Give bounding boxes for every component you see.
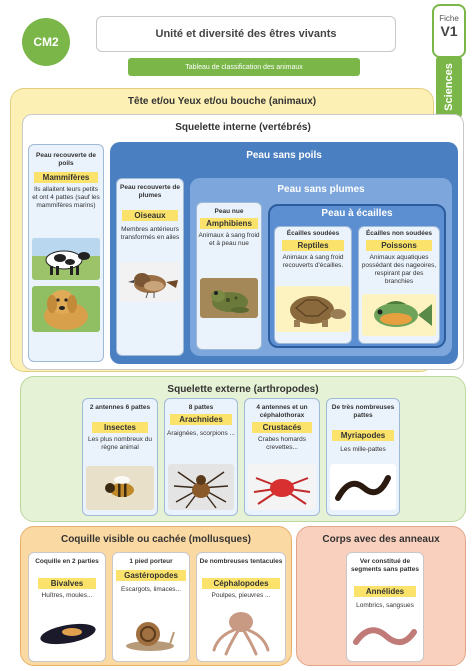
cephalopods-name: Céphalopodes xyxy=(202,578,280,589)
arachnids-condition: 8 pattes xyxy=(188,404,214,411)
vertebrates-title: Squelette interne (vertébrés) xyxy=(175,122,311,133)
group-no-hair-title: Peau sans poils xyxy=(246,150,322,161)
dog-image xyxy=(32,286,100,332)
arachnids-desc: Araignées, scorpions ... xyxy=(167,430,235,437)
fish-image xyxy=(362,294,436,336)
annelids-name: Annélides xyxy=(354,586,416,597)
fish-desc: Animaux aquatiques possédant des nageoires, respirant par des branchies xyxy=(361,254,437,286)
fiche-tag xyxy=(432,4,466,58)
group-no-feathers-title: Peau sans plumes xyxy=(277,184,365,195)
panel-animals-title: Tête et/ou Yeux et/ou bouche (animaux) xyxy=(127,96,317,107)
arthropods-title: Squelette externe (arthropodes) xyxy=(167,384,319,395)
subject-tab xyxy=(436,56,462,118)
molluscs-title: Coquille visible ou cachée (mollusques) xyxy=(60,534,252,545)
bivalves-name: Bivalves xyxy=(38,578,96,589)
amphibians-name: Amphibiens xyxy=(200,218,258,229)
millipede-image xyxy=(330,464,396,510)
subject-label: Sciences xyxy=(443,63,455,111)
insects-desc: Les plus nombreux du règne animal xyxy=(88,436,152,452)
cow-image xyxy=(32,238,100,280)
crustaceans-name: Crustacés xyxy=(252,422,312,433)
crab-image xyxy=(248,464,316,510)
frog-image xyxy=(200,278,258,318)
annelids-condition: Ver constitué de segments sans pattes xyxy=(351,558,419,574)
mussel-image xyxy=(32,610,102,656)
gastropods-condition: 1 pied porteur xyxy=(129,558,173,565)
level-badge: CM2 xyxy=(22,18,70,66)
reptiles-name: Reptiles xyxy=(282,240,344,251)
birds-name: Oiseaux xyxy=(122,210,178,221)
turtle-image xyxy=(276,286,350,332)
birds-condition: Peau recouverte de plumes xyxy=(120,184,180,200)
fiche-code: V1 xyxy=(440,23,458,39)
insects-name: Insectes xyxy=(92,422,148,433)
fish-condition: Écailles non soudées xyxy=(365,230,433,237)
page-title: Unité et diversité des êtres vivants xyxy=(96,16,396,52)
fish-name: Poissons xyxy=(366,240,432,251)
birds-desc: Membres antérieurs transformés en ailes xyxy=(120,226,180,242)
insects-condition: 2 antennes 6 pattes xyxy=(89,404,151,411)
myriapods-condition: De très nombreuses pattes xyxy=(331,404,395,420)
mammals-condition: Peau recouverte de poils xyxy=(36,152,96,168)
amphibians-desc: Animaux à sang froid et à peau nue xyxy=(198,232,260,248)
bivalves-condition: Coquille en 2 parties xyxy=(35,558,99,565)
bivalves-desc: Huîtres, moules... xyxy=(41,592,93,599)
annelids-desc: Lombrics, sangsues xyxy=(356,602,414,609)
cephalopods-condition: De nombreuses tentacules xyxy=(199,558,283,565)
spider-image xyxy=(168,464,234,510)
earthworm-image xyxy=(350,612,420,656)
fiche-label: Fiche xyxy=(439,14,459,23)
myriapods-name: Myriapodes xyxy=(332,430,394,441)
gastropods-desc: Escargots, limaces... xyxy=(121,586,181,593)
reptiles-desc: Animaux à sang froid recouverts d'écailles. xyxy=(282,254,344,270)
crustaceans-condition: 4 antennes et un céphalothorax xyxy=(256,404,308,420)
reptiles-condition: Écailles soudées xyxy=(286,230,340,237)
crustaceans-desc: Crabes homards crevettes... xyxy=(257,436,307,452)
page-subtitle: Tableau de classification des animaux xyxy=(128,58,360,76)
octopus-image xyxy=(204,606,278,656)
bee-image xyxy=(86,466,154,510)
snail-image xyxy=(116,610,186,656)
mammals-desc: Ils allaitent leurs petits et ont 4 pattes (sauf les mammifères marins) xyxy=(32,186,100,210)
annelids-panel-title: Corps avec des anneaux xyxy=(322,534,440,545)
cephalopods-desc: Poulpes, pieuvres ... xyxy=(211,592,271,599)
amphibians-condition: Peau nue xyxy=(214,208,244,215)
sparrow-image xyxy=(120,262,180,302)
mammals-name: Mammifères xyxy=(34,172,98,183)
gastropods-name: Gastéropodes xyxy=(116,570,186,581)
myriapods-desc: Les mille-pattes xyxy=(340,446,386,453)
arachnids-name: Arachnides xyxy=(170,414,232,425)
group-scales-title: Peau à écailles xyxy=(321,208,393,219)
